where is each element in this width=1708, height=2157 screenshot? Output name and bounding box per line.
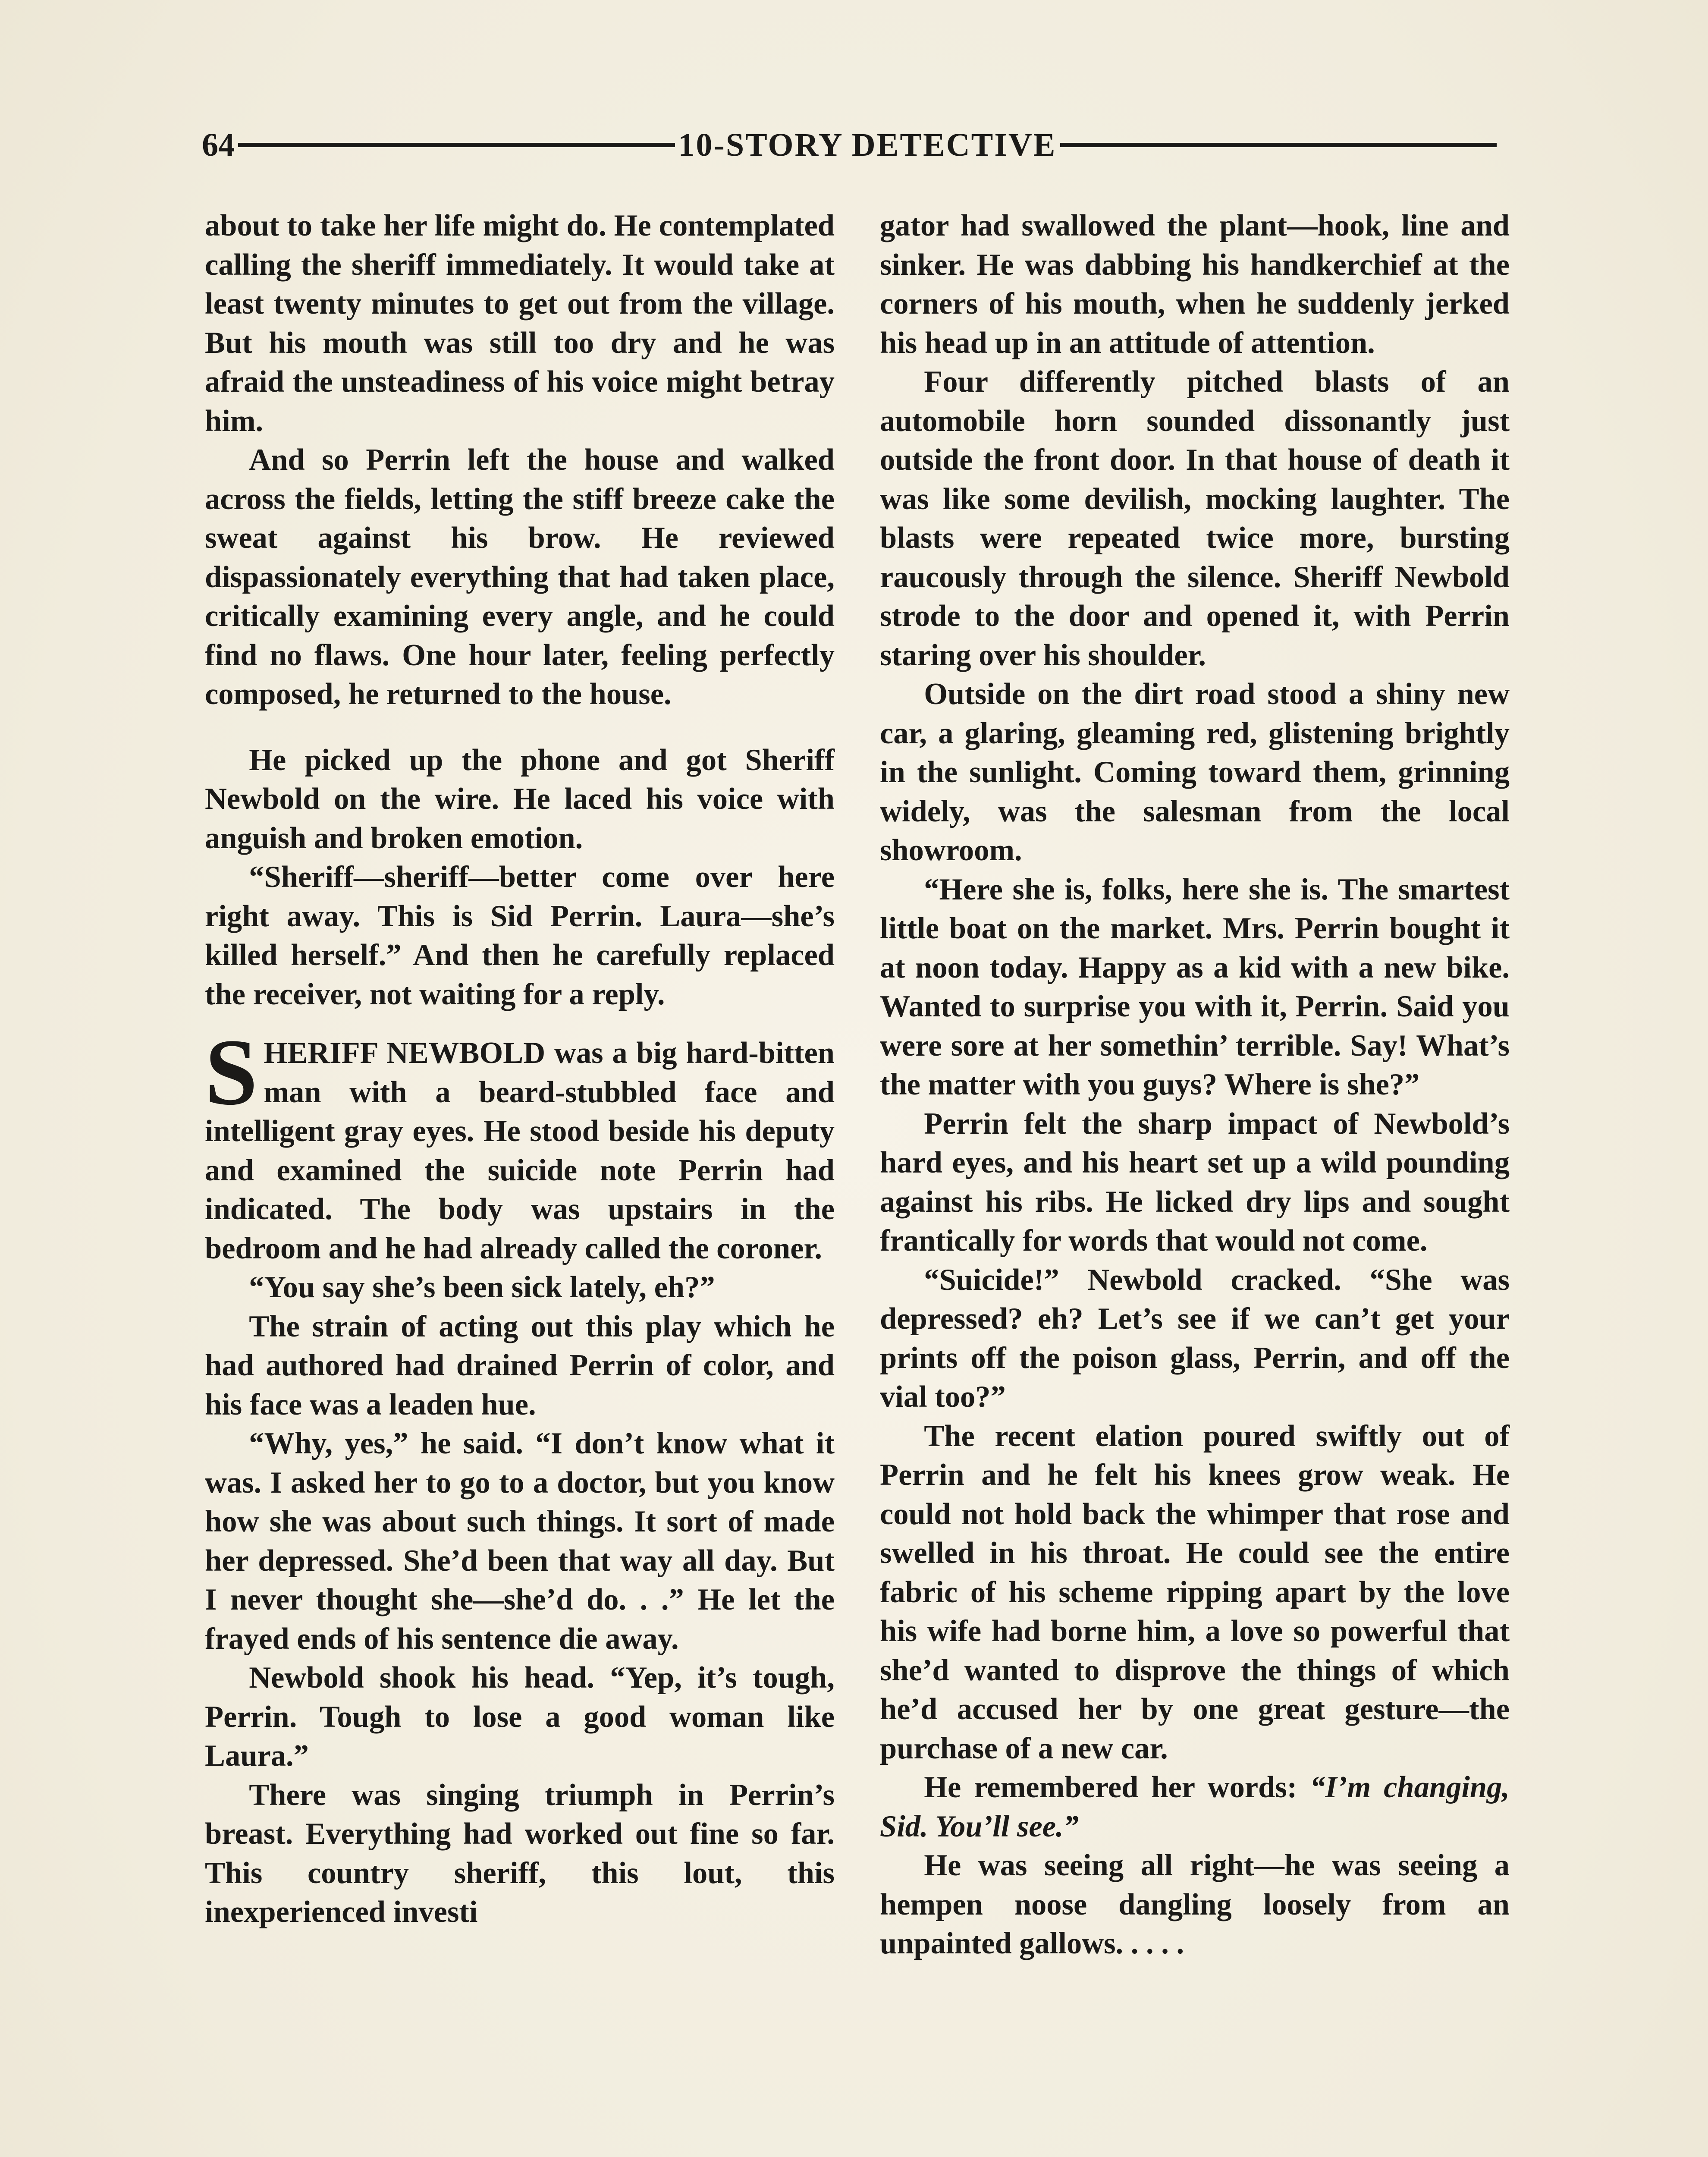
- paragraph: Perrin felt the sharp impact of Newbold’s hard eyes, and his heart set up a wild pounding against his ribs. He licked dry lips and sought frantically for words that would not come.: [880, 1107, 1510, 1258]
- paragraph-text: He remembered her words:: [924, 1770, 1310, 1804]
- paragraph: There was singing triumph in Perrin’s breast. Everything had worked out fine so far. This country sheriff, this lout, this inexperienced investi: [205, 1778, 835, 1929]
- paragraph: He picked up the phone and got Sheriff Newbold on the wire. He laced his voice with anguish and broken emotion.: [205, 743, 835, 855]
- paragraph: “Sheriff—sheriff—better come over here right away. This is Sid Perrin. Laura—she’s killed herself.” And then he carefully replaced the receiver, not waiting for a reply.: [205, 860, 835, 1011]
- drop-cap: S: [205, 1019, 258, 1125]
- paragraph: And so Perrin left the house and walked across the fields, letting the stiff breeze cake the sweat against his brow. He reviewed dispassionately everything that had taken place, critically examining every angle, and he could find no flaws. One hour later, feeling perfectly composed, he returned to the house.: [205, 443, 835, 711]
- paragraph: The recent elation poured swiftly out of Perrin and he felt his knees grow weak. He could not hold back the whimper that rose and swelled in his throat. He could see the entire fabric of his scheme ripping apart by the love his wife had borne him, a love so powerful that she’d wanted to disprove the things of which he’d accused her by one great gesture—the purchase of a new car.: [880, 1419, 1510, 1765]
- paragraph: about to take her life might do. He contemplated calling the sheriff immediately. It would take at least twenty minutes to get out from the village. But his mouth was still too dry and he was afraid the unsteadiness of his voice might betray him.: [205, 209, 835, 438]
- paragraph: The strain of acting out this play which he had authored had drained Perrin of color, and his face was a leaden hue.: [205, 1309, 835, 1421]
- page-header: [202, 124, 1500, 166]
- paragraph: gator had swallowed the plant—hook, line and sinker. He was dabbing his handkerchief at the corners of his mouth, when he suddenly jerked his head up in an attitude of attention.: [880, 209, 1510, 360]
- magazine-title: 10-STORY DETECTIVE: [678, 127, 1057, 163]
- header-rule-right: [1060, 143, 1497, 147]
- paragraph: Newbold shook his head. “Yep, it’s tough, Perrin. Tough to lose a good woman like Laura.”: [205, 1661, 835, 1773]
- paragraph: Outside on the dirt road stood a shiny new car, a glaring, gleaming red, glistening brightly in the sunlight. Coming toward them, grinning widely, was the salesman from the local showroom.: [880, 677, 1510, 867]
- header-rule-left: [238, 143, 675, 147]
- left-column: [205, 206, 835, 1932]
- paragraph: Four differently pitched blasts of an automobile horn sounded dissonantly just outside the front door. In that house of death it was like some devilish, mocking laughter. The blasts were repeated twice more, bursting raucously through the silence. Sheriff Newbold strode to the door and opened it, with Perrin staring over his shoulder.: [880, 365, 1510, 672]
- paragraph: He was seeing all right—he was seeing a hempen noose dangling loosely from an unpainted gallows. . . . .: [880, 1849, 1510, 1960]
- italic-quote: “I’m changing, Sid. You’ll see.”: [880, 1770, 1510, 1843]
- paragraph: “Why, yes,” he said. “I don’t know what it was. I asked her to go to a doctor, but you know how she was about such things. It sort of made her depressed. She’d been that way all day. But I never thought she—she’d do. . .” He let the frayed ends of his sentence die away.: [205, 1427, 835, 1656]
- paragraph: [880, 1768, 1510, 1846]
- page-number: 64: [202, 127, 235, 163]
- paragraph: “Here she is, folks, here she is. The smartest little boat on the market. Mrs. Perrin bought it at noon today. Happy as a kid with a new bike. Wanted to surprise you with it, Perrin. Said you were sore at her somethin’ terrible. Say! What’s the matter with you guys? Where is she?”: [880, 872, 1510, 1101]
- paragraph: “You say she’s been sick lately, eh?”: [249, 1270, 715, 1304]
- paragraph-with-dropcap: [205, 1019, 835, 1268]
- paragraph: “Suicide!” Newbold cracked. “She was depressed? eh? Let’s see if we can’t get your prints off the poison glass, Perrin, and off the vial too?”: [880, 1263, 1510, 1414]
- right-column: [880, 206, 1510, 1963]
- paragraph-text: HERIFF NEWBOLD was a big hard-bitten man with a beard-stubbled face and intelligent gray eyes. He stood beside his deputy and examined the suicide note Perrin had indicated. The body was upstairs in the bedroom and he had already called the coroner.: [205, 1036, 835, 1265]
